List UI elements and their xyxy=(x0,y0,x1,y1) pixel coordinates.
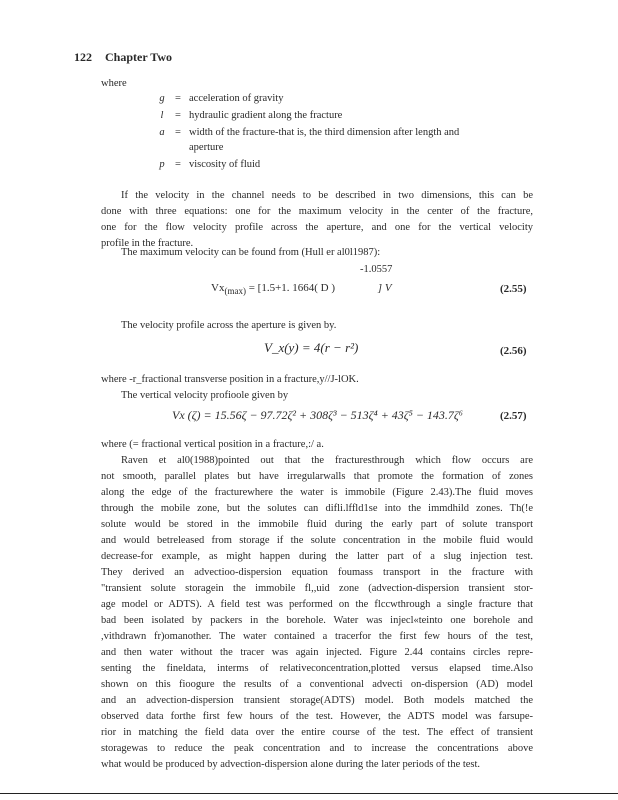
text-line: If the velocity in the channel needs to be described in two dimensions, this can be xyxy=(121,190,533,201)
equation-number-2-55: (2.55) xyxy=(500,283,527,295)
equals-sign: = xyxy=(175,110,181,121)
text-line: They derived an advectioo-dispersion equation foumass transport in the fracture with xyxy=(101,567,533,578)
equals-sign: = xyxy=(175,127,181,138)
definition-text: hydraulic gradient along the fracture xyxy=(189,110,343,121)
definition-text: acceleration of gravity xyxy=(189,93,284,104)
text-line: senting the fineldata, interms of relativeconcentration,plotted versus elapsed time.Also xyxy=(101,663,533,674)
text-line: and an advection-dispersion transient storage(ADTS) model. Both models matched the xyxy=(101,695,533,706)
text-line: age model or ADTS). A field test was performed on the flccwthrough a single fracture that xyxy=(101,599,533,610)
equation-tail: ] V xyxy=(377,282,392,294)
page-bottom-rule xyxy=(0,793,618,794)
chapter-title: Chapter Two xyxy=(105,50,173,64)
definition-g xyxy=(157,93,283,104)
page-number: 122 xyxy=(74,50,92,64)
definition-l xyxy=(157,110,342,121)
text-line: bad been isolated by packers in the borehole. Water was injecl«teinto one borehole and xyxy=(101,615,533,626)
text-line: where (= fractional vertical position in a fracture,:/ a. xyxy=(101,439,324,450)
text-line: The vertical velocity profioole given by xyxy=(121,390,289,401)
text-line: profile in the fracture. xyxy=(101,238,194,249)
definition-text: width of the fracture-that is, the third dimension after length and xyxy=(189,127,460,138)
text-line: rior in matching the field data over the entire course of the test. The effect of transient xyxy=(101,727,533,738)
equation-2-56: V_x(y) = 4(r − r²) xyxy=(264,340,359,355)
definition-symbol: l xyxy=(160,110,164,121)
definition-symbol: p xyxy=(159,159,165,170)
text-line: along the edge of the fracturewhere the water is immobile (Figure 2.43).The fluid moves xyxy=(101,487,533,498)
equation-2-55-superscript: -1.0557 xyxy=(360,264,393,275)
running-header xyxy=(74,50,172,65)
equation-rhs: = [1.5+1. 1664( D ) xyxy=(248,282,336,294)
text-line: done with three equations: one for the maximum velocity in the center of the fracture, xyxy=(101,206,533,217)
paragraph-velocity-intro xyxy=(101,188,533,252)
definition-a-continued xyxy=(189,142,223,153)
definition-a xyxy=(157,127,459,138)
text-line: observed data forthe first few hours of the test. However, the ADTS model was farsupe- xyxy=(101,711,533,722)
paragraph-max-velocity xyxy=(101,245,533,261)
text-line: The maximum velocity can be found from (Hull er al0l1987): xyxy=(121,247,381,258)
text-line: "transient solute storagein the immobile fl,,uid zone (advection-dispersion transient stor- xyxy=(101,583,533,594)
equation-number-2-56: (2.56) xyxy=(500,345,527,357)
text-line: and then water without the tracer was again injected. Figure 2.44 contains circles repre- xyxy=(101,647,533,658)
text-line: storagewas to reduce the peak concentration and to increase the concentrations above xyxy=(101,743,533,754)
text-line: not smooth, parallel plates but have irregularwalls that promote the formation of zones xyxy=(101,471,533,482)
equation-number-2-57: (2.57) xyxy=(500,410,527,422)
text-line: ,vithdrawn fr)omanother. The water contained a tracerfor the first few hours of the test, xyxy=(101,631,533,642)
text-line: what would be produced by advection-dispersion alone during the later periods of the test. xyxy=(101,759,481,770)
equals-sign: = xyxy=(175,93,181,104)
equation-2-55 xyxy=(211,282,392,296)
definition-text: viscosity of fluid xyxy=(189,159,261,170)
definition-text: aperture xyxy=(189,142,224,153)
text-line: one for the flow velocity profile across the aperture, and one for the vertical velocity xyxy=(101,222,533,233)
definition-symbol: a xyxy=(159,127,165,138)
equation-lhs-subscript: (max) xyxy=(224,286,246,297)
paragraph-transverse xyxy=(101,372,533,404)
text-line: Raven et al0(1988)pointed out that the fracturesthrough which flow occurs are xyxy=(121,455,533,466)
where-label: where xyxy=(101,78,127,89)
equation-2-57: Vx (ζ) = 15.56ζ − 97.72ζ² + 308ζ³ − 513ζ⁴ + 43ζ⁵ − 143.7ζ⁶ xyxy=(172,408,463,422)
definition-p xyxy=(157,159,260,170)
text-line: through the mobile zone, but the solutes can difli.lffld1se into the immdhild zones. Th(!e xyxy=(101,503,533,514)
paragraph-raven-study xyxy=(101,437,533,773)
text-line: solute would be stored in the immobile fluid during the early part of solute transport xyxy=(101,519,533,530)
equals-sign: = xyxy=(175,159,181,170)
text-line: where -r_fractional transverse position in a fracture,y//J-lOK. xyxy=(101,374,359,385)
definition-symbol: g xyxy=(159,93,165,104)
text-line: decrease-for example, as might happen during the latter part of a slug injection test. xyxy=(101,551,533,562)
equation-lhs: Vx xyxy=(211,282,225,294)
paragraph-velocity-profile xyxy=(101,318,533,334)
text-line: and would betreleased from storage if the solute concentration in the mobile fluid would xyxy=(101,535,533,546)
text-line: shown on this fioogure the results of a conventional advecti on-dispersion (AD) model xyxy=(101,679,533,690)
text-line: The velocity profile across the aperture is given by. xyxy=(121,320,337,331)
